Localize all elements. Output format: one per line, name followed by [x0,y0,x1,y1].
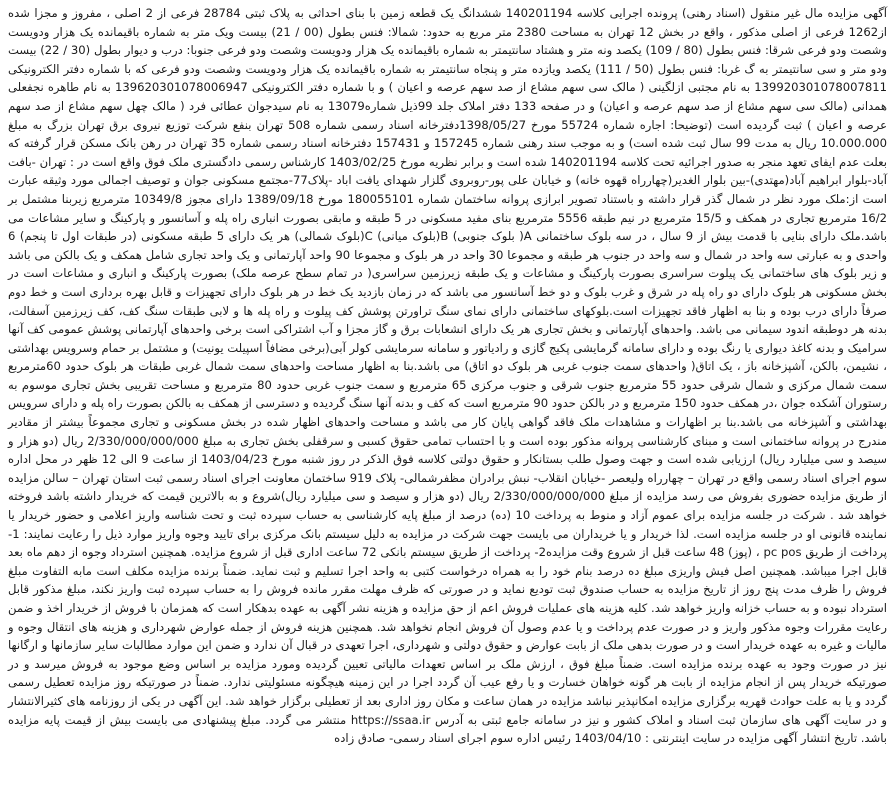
notice-body-text: آگهی مزایده مال غیر منقول (اسناد رهنی) پرونده اجرایی کلاسه 140201194 ششدانگ یک قطعه زمین با بنای احداثی به پلاک ثبتی 28784 فرعی از 2 اصلی ، مفروز و مجزا شده از1262 فرعی از اصلی مذکور ، واقع در بخش 12 تهران به مساحت 2380 متر مربع به حدود: شمالا: فنس بطول (00 / 21) بیست ویک متر به شماره باقیمانده یک هزار ودویست وشصت ودو فرعی شرقا: فنس بطول (80 / 109) یکصد ونه متر و هشتاد سانتیمتر به شماره باقیمانده یک هزار ودویست وشصت ودو فرعی جنوبا: درب و دیوار بطول (30 / 22) بیست ودو متر و سی سانتیمتر به گ غربا: فنس بطول (50 / 111) یکصد ویازده متر و پنجاه سانتیمتر به شماره باقیمانده یک هزار ودویست وشصت ودو فرعی که با شماره دفتر الکترونیکی 139920301078007811 به نام مجتبی ازلگینی ( مالک سی سهم مشاع از صد سهم عرصه و اعیان ) و با شماره دفتر الکترونیکی 139620301078006947 به نام طاهره نجفعلی همدانی (مالک سی سهم مشاع از صد سهم عرصه و اعیان) و در صفحه 133 دفتر املاک جلد 99ذیل شماره13079 به نام سیدجوان عطائی فرد ( مالک چهل سهم مشاع از صد سهم عرصه و اعیان ) ثبت گردیده است (توضیحا: اجاره شماره 55724 مورخ 1398/05/27دفترخانه اسناد رسمی شماره 508 تهران بنفع شرکت توزیع نیروی برق تهران بزرگ به مبلغ 10.000.000 ریال به مدت 99 سال ثبت شده است) و به موجب سند رهنی شماره 157245 و 157431 دفترخانه اسناد رسمی شماره 35 تهران در رهن بانک مسکن قرار گرفته که بعلت عدم ایفای تعهد منجر به صدور اجرائیه تحت کلاسه 140201194 شده است و برابر نظریه مورخ 1403/02/25 کارشناس رسمی دادگستری ملک فوق واقع است در : تهران -بافت آباد-بلوار ابراهیم آباد(مهتدی)-بین بلوار الغدیر(چهارراه قهوه خانه) و خیابان علی پور-روبروی گلزار شهدای یافت اباد -پلاک77-مجتمع مسکونی جوان و توصیف اجمالی مورد وثیقه عبارت است از:ملک مورد نظر در شمال گذر قرار داشته و باستناد تصویر ابرازی پروانه ساختمان شماره 180055101 مورخ 1389/09/18 دارای مجوز 10349/8 مترمربع زیربنا مشتمل بر 16/2 مترمربع تجاری در همکف و 15/5 مترمربع در نیم طبقه 5556 مترمربع بنای مفید مسکونی در 5 طبقه و مابقی بصورت انباری راه پله و آسانسور و پارکینگ و سایر مشاعات می باشد.ملک دارای بنایی با قدمت بیش از 9 سال ، در سه بلوک ساختمانی A( بلوک جنوبی) B(بلوک میانی) C(بلوک شمالی) هر یک دارای 5 طبقه مسکونی (در طبقات اول تا پنجم) 6 واحدی و به عبارتی سه واحد در شمال و سه واحد در جنوب هر طبقه و مجموعا 30 واحد در هر بلوک و مجموعا 90 واحد آپارتمانی و یک واحد تجاری شامل همکف و یک بالکن می باشد و زیر بلوک های ساختمانی یک پیلوت سراسری بصورت پارکینگ و مشاعات و یک طبقه زیرزمین سراسری( در تمام سطح عرصه ملک) بصورت پارکینگ و انباری و مشاعات است در بخش مسکونی هر بلوک دارای دو راه پله در شرق و غرب بلوک و دو خط آسانسور می باشد که در زمان بازدید یک خط در هر بلوک دارای تجهیزات و قابل بهره برداری است و خط دوم صرفاً دارای درب بوده و بنا به اظهار فاقد تجهیزات است.بلوکهای ساختمانی دارای نمای سنگ تراورتن پوشش کف پیلوت و راه پله ها و لابی طبقات سنگ کف، کف زیرزمین آسفالت، بدنه هر دوطبقه اندود سیمانی می باشد. واحدهای آپارتمانی و بخش تجاری هر یک دارای انشعابات برق و گاز مجزا و آب اشتراکی است برخی واحدهای آپارتمانی پوشش عمومی کف آنها سرامیک و بدنه کاغذ دیواری یا رنگ بوده و دارای سامانه گرمایشی پکیج گازی و رادیاتور و سامانه سرمایشی کولر آبی(برخی مضافاً اسپیلت یونیت) و مشتمل بر حمام وسرویس بهداشتی ، نشیمن، بالکن، آشپزخانه باز ، یک اتاق( واحدهای سمت جنوب غربی هر بلوک دو اتاق) می باشد.بنا به اظهار مساحت واحدهای سمت شمال غربی طبقات هر بلوک حدود 60مترمربع سمت شمال مرکزی و شمال شرقی حدود 55 مترمربع جنوب شرقی و جنوب مرکزی 65 مترمربع و سمت جنوب غربی حدود 80 مترمربع و مساحت تقریبی بخش تجاری موسوم به رستوران آشکده جوان ،در همکف حدود 150 مترمربع و در بالکن حدود 90 مترمربع است که کف و بدنه آنها سنگ گردیده و دسترسی از همکف به بالکن بصورت راه پله و دارای سرویس بهداشتی و آشپزخانه می باشد.بنا بر اظهارات و مشاهدات ملک فاقد گواهی پایان کار می باشد و مساحت واحدهای اظهار شده در بخش مسکونی و تجاری مجموعاً بیشتر از مقادیر مندرج در پروانه ساختمانی است و مبنای کارشناسی پروانه مذکور بوده است و با احتساب تمامی حقوق کسبی و سرقفلی بخش تجاری به مبلغ 2/330/000/000/000 ریال (دو هزار و سیصد و سی میلیارد ریال) ارزیابی شده است و جهت وصول طلب بستانکار و حقوق دولتی کلاسه فوق الذکر در روز شنبه مورخ 1403/04/23 از ساعت 9 الی 12 ظهر در محل اداره سوم اجرای اسناد رسمی واقع در تهران – چهارراه ولیعصر -خیابان انقلاب- نبش برادران مظفرشمالی- پلاک 919 ساختمان معاونت اجرای اسناد رسمی ثبت استان تهران – سالن مزایده از طریق مزایده حضوری بفروش می رسد مزایده از مبلغ 2/330/000/000/000 ریال (دو هزار و سیصد و سی میلیارد ریال)شروع و به بالاترین قیمت که خریدار داشته باشد فروخته خواهد شد . شرکت در جلسه مزایده برای عموم آزاد و منوط به پرداخت 10 (ده) درصد از مبلغ پایه کارشناسی به حساب سپرده ثبت و تحت شناسه واریز اعلامی و حضور خریدار یا نماینده قانونی او در جلسه مزایده است. لذا خریدار و یا خریداران می بایست جهت شرکت در مزایده به دلیل سیستم بانک مرکزی برای تایید وجوه واریز موارد ذیل را رعایت نمایند: 1- پرداخت از طریق pc pos ، (پوز) 48 ساعت قبل از شروع وقت مزایده2- پرداخت از طریق سیستم بانکی 72 ساعت اداری قبل از شروع مزایده. همچنین استرداد وجوه از دهم ماه بعد قابل اجرا میباشد. همچنین اصل فیش واریزی مبلغ ده درصد بنام خود را به همراه درخواست کتبی به واحد اجرا تسلیم و ثبت نماید. ضمناً برنده مزایده مکلف است مابه التفاوت مبلغ فروش را ظرف مدت پنج روز از تاریخ مزایده به حساب صندوق ثبت تودیع نماید و در صورتی که ظرف مهلت مقرر مانده فروش را به حساب سپرده ثبت واریز نکند، مبلغ مذکور قابل استرداد نبوده و به حساب خزانه واریز خواهد شد. کلیه هزینه های عملیات فروش اعم از حق مزایده و هزینه نشر آگهی به عهده بدهکار است که همزمان با فروش از خریدار اخذ و ضمن رعایت مقررات وجوه مذکور واریز و در صورت عدم پرداخت و یا عدم وصول آن فروش انجام نخواهد شد. همچنین هزینه فروش از جمله عوارض شهرداری و هزینه های انتقال وجوه و مالیات و غیره به عهده خریدار است و در صورت بدهی ملک از بابت عوارض و حقوق دولتی و شهرداری، اجرا تعهدی در قبال آن ندارد و ضمن این موارد مطالبات سایر سازمانها و ارگانها نیز در صورت وجود به عهده برنده مزایده است. ضمناً مبلغ فوق ، ارزش ملک بر اساس تعهدات مالیاتی تعیین گردیده ومورد مزایده بر اساس وضع موجود به فروش میرسد و در صورتیکه خریدار پس از انجام مزایده از بابت هر گونه خواهان خسارت و یا رفع عیب آن گردد اجرا در این زمینه هیچگونه مسئولیتی ندارد. ضمناً در صورتیکه روز مزایده تعطیل رسمی گردد و یا به علت حوادث قهریه برگزاری مزایده امکانپذیر نباشد مزایده در همان ساعت و مکان روز اداری بعد از تعطیلی برگزار خواهد شد. این آگهی در یکی از روزنامه های کثیرالانتشار و در سایت آگهی های سازمان ثبت اسناد و املاک کشور و نیز در سامانه جامع ثبتی به آدرس https://ssaa.ir منتشر می گردد. مبلغ پیشنهادی می بایست بیش از قیمت پایه مزایده باشد. تاریخ انتشار آگهی مزایده در سایت اینترنتی : 1403/04/10 رئیس اداره سوم اجرای اسناد رسمی- صادق زاده [8,6,888,746]
